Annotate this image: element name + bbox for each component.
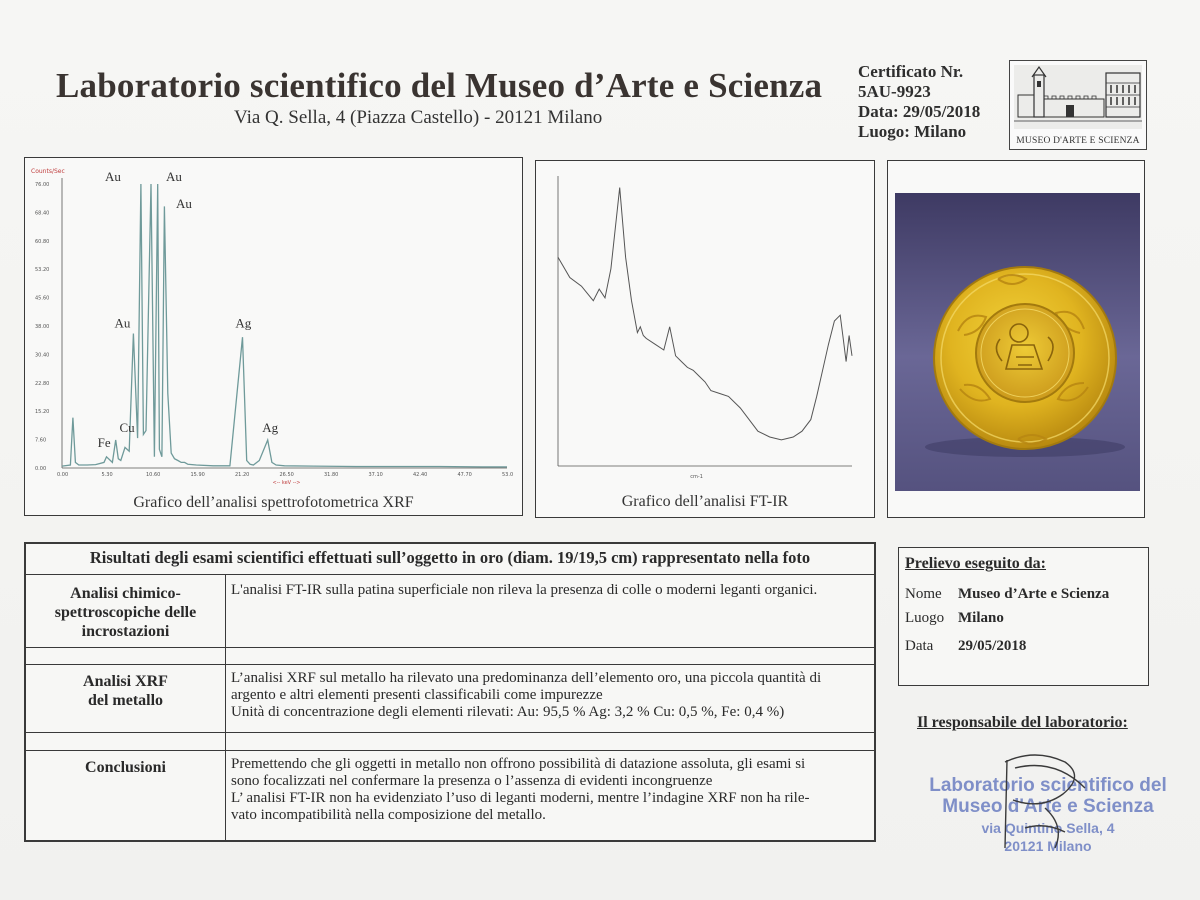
- xrf-y-tick-label: 15.20: [35, 409, 50, 416]
- row-divider: [26, 647, 874, 648]
- xrf-y-tick-label: 38.00: [35, 324, 50, 330]
- xrf-peak-label: Cu: [119, 420, 135, 436]
- ftir-caption: Grafico dell’analisi FT-IR: [621, 493, 789, 510]
- certificate-date: Data: 29/05/2018: [858, 102, 981, 121]
- xrf-y-tick-label: 68.40: [35, 210, 50, 217]
- row-label-incrostazioni: [26, 584, 225, 641]
- label-line: spettroscopiche delle: [54, 604, 197, 621]
- label-line: Conclusioni: [85, 759, 166, 776]
- xrf-peak-label: Ag: [235, 315, 252, 331]
- xrf-chart: [25, 158, 522, 488]
- row-label-xrf: [26, 672, 225, 710]
- sample-value-nome: Museo d’Arte e Scienza: [958, 586, 1110, 602]
- xrf-x-unit: <-- keV -->: [272, 480, 301, 486]
- text-line: sono focalizzati nel confermare la presenza o l’assenza di evidenti incongruenze: [231, 773, 713, 789]
- ftir-spectrum-line: [558, 188, 852, 440]
- sample-value-data: 29/05/2018: [958, 638, 1027, 654]
- certificate-info: [858, 62, 980, 142]
- logo-text: MUSEO D'ARTE E SCIENZA: [1016, 136, 1140, 146]
- row-text-xrf: [231, 670, 871, 721]
- xrf-y-tick-label: 0.00: [35, 466, 47, 472]
- stamp-line: via Quintino Sella, 4: [981, 820, 1115, 836]
- results-table: [24, 542, 876, 842]
- sample-heading: Prelievo eseguito da:: [905, 555, 1047, 572]
- object-photo-panel: [887, 160, 1145, 518]
- label-line: Analisi chimico-: [70, 585, 181, 602]
- text-line: Unità di concentrazione degli elementi rilevati: Au: 95,5 % Ag: 3,2 % Cu: 0,5 %, Fe: 0,4 %): [231, 704, 785, 720]
- label-line: del metallo: [87, 692, 164, 709]
- xrf-y-tick-label: 7.60: [35, 437, 47, 444]
- stamp-line: Museo d'Arte e Scienza: [942, 796, 1154, 817]
- xrf-x-tick-label: 15.90: [190, 472, 205, 478]
- text-line: vato incompatibilità nella composizione del metallo.: [231, 807, 546, 823]
- xrf-y-tick-label: 45.60: [35, 295, 50, 302]
- xrf-peak-label: Au: [105, 169, 121, 184]
- xrf-caption: Grafico dell’analisi spettrofotometrica XRF: [133, 494, 414, 511]
- certificate-number-label: Certificato Nr.: [858, 62, 964, 81]
- lab-address: Via Q. Sella, 4 (Piazza Castello) - 20121 Milano: [234, 107, 603, 128]
- xrf-y-unit: Counts/Sec: [31, 168, 65, 175]
- results-header: Risultati degli esami scientifici effettuati sull’oggetto in oro (diam. 19/19,5 cm) rappresentato nella foto: [26, 544, 874, 575]
- sample-key-luogo: Luogo: [905, 610, 945, 626]
- label-line: incrostazioni: [81, 623, 170, 640]
- gold-object-photo: [888, 161, 1144, 517]
- text-line: L’analisi XRF sul metallo ha rilevato una predominanza dell’elemento oro, una piccola quantità di: [231, 670, 822, 686]
- page-title: Laboratorio scientifico del Museo d’Arte e Scienza: [56, 66, 823, 105]
- sample-key-data: Data: [905, 638, 934, 654]
- xrf-x-tick-label: 21.20: [235, 472, 250, 478]
- xrf-x-tick-label: 5.30: [101, 472, 113, 478]
- xrf-x-tick-label: 47.70: [457, 472, 472, 478]
- xrf-x-tick-label: 0.00: [57, 472, 69, 478]
- xrf-x-tick-label: 37.10: [368, 472, 383, 478]
- certificate-number: 5AU-9923: [858, 82, 931, 101]
- row-text-incrostazioni: [231, 582, 871, 599]
- xrf-peak-label: Au: [166, 169, 182, 184]
- sample-box: [898, 547, 1149, 686]
- signature: [985, 748, 1095, 858]
- label-line: Analisi XRF: [83, 673, 168, 690]
- xrf-peak-label: Au: [114, 315, 131, 331]
- xrf-x-tick-label: 10.60: [146, 472, 161, 478]
- certificate-place: Luogo: Milano: [858, 122, 967, 141]
- text-line: L'analisi FT-IR sulla patina superficiale non rileva la presenza di colle o moderni leganti organici.: [231, 582, 818, 598]
- castle-icon: [1014, 65, 1142, 129]
- row-divider: [26, 664, 874, 665]
- xrf-x-tick-label: 31.80: [324, 472, 339, 478]
- xrf-y-tick-label: 22.80: [35, 380, 50, 387]
- stamp-line: 20121 Milano: [1004, 838, 1092, 854]
- ftir-chart: [536, 161, 874, 491]
- column-divider: [225, 574, 226, 840]
- xrf-y-tick-label: 53.20: [35, 267, 50, 274]
- xrf-x-tick-label: 26.50: [279, 472, 294, 478]
- text-line: Premettendo che gli oggetti in metallo non offrono possibilità di datazione assoluta, gli esami si: [231, 756, 806, 772]
- xrf-peak-label: Au: [176, 196, 192, 211]
- xrf-y-tick-label: 30.40: [35, 352, 50, 359]
- xrf-y-tick-label: 76.00: [35, 182, 50, 188]
- text-line: L’ analisi FT-IR non ha evidenziato l’uso di leganti moderni, mentre l’indagine XRF non ha rile-: [231, 790, 810, 806]
- text-line: argento e altri elementi presenti classificabili come impurezze: [231, 687, 603, 703]
- sample-key-nome: Nome: [905, 586, 942, 602]
- museum-logo: [1009, 60, 1147, 150]
- stamp-line: Laboratorio scientifico del: [929, 775, 1167, 796]
- xrf-peak-label: Fe: [97, 435, 111, 451]
- xrf-chart-panel: [24, 157, 523, 516]
- row-divider: [26, 750, 874, 751]
- row-divider: [26, 732, 874, 733]
- xrf-y-tick-label: 60.80: [35, 238, 50, 245]
- ftir-chart-panel: [535, 160, 875, 518]
- xrf-x-tick-label: 42.40: [413, 472, 428, 478]
- row-divider: [26, 574, 874, 575]
- sample-value-luogo: Milano: [958, 610, 1004, 626]
- ftir-x-unit: cm-1: [690, 474, 703, 480]
- row-text-conclusioni: [231, 756, 871, 824]
- xrf-x-tick-label: 53.0: [502, 472, 514, 478]
- responsible-label: Il responsabile del laboratorio:: [917, 714, 1128, 731]
- row-label-conclusioni: [26, 758, 225, 777]
- xrf-peak-label: Ag: [262, 420, 279, 436]
